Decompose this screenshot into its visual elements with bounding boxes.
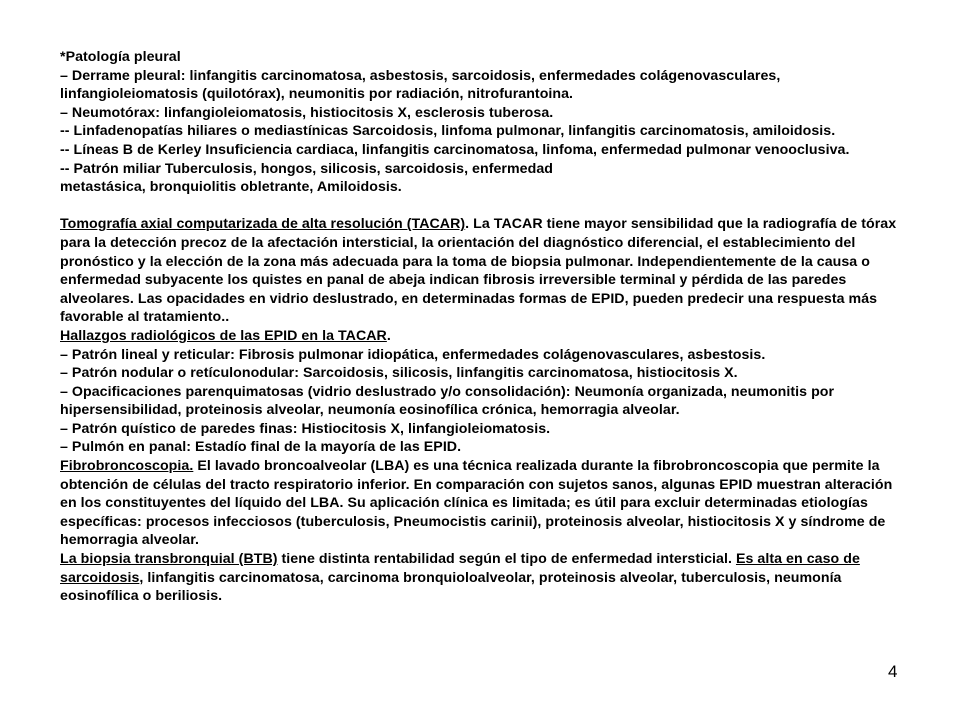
pulmon-panal-item: – Pulmón en panal: Estadío final de la mayoría de las EPID. xyxy=(60,439,462,456)
tacar-title: Tomografía axial computarizada de alta resolución (TACAR) xyxy=(60,216,466,233)
patron-miliar-item-line1: -- Patrón miliar Tuberculosis, hongos, silicosis, sarcoidosis, enfermedad xyxy=(60,160,553,177)
page-number: 4 xyxy=(888,662,898,681)
tacar-text: . La TACAR tiene mayor sensibilidad que la radiografía de tórax para la detección precoz de la afectación intersticial, la orientación del diagnóstico diferencial, el establecimiento del pronóstico y la elección de la zona más adecuada para la toma de biopsia pulmonar. Independientemente de la causa o enfermedad subyacente los quistes en panal de abeja indican fibrosis irreversible terminal y pérdida de las paredes alveolares. Las opacidades en vidrio deslustrado, en determinadas formas de EPID, pueden predecir una respuesta más favorable al tratamiento.. xyxy=(60,216,897,326)
hallazgos-title-suffix: . xyxy=(386,327,391,344)
fibrobroncoscopia-paragraph xyxy=(60,457,910,550)
derrame-pleural-item: – Derrame pleural: linfangitis carcinomatosa, asbestosis, sarcoidosis, enfermedades colágenovasculares, linfangioleiomatosis (quilotórax), neumonitis por radiación, nitrofurantoina. xyxy=(60,67,781,103)
patron-quistico-item: – Patrón quístico de paredes finas: Histiocitosis X, linfangioleiomatosis. xyxy=(60,420,551,437)
fibrobroncoscopia-text: El lavado broncoalveolar (LBA) es una técnica realizada durante la fibrobroncoscopia que permite la obtención de células del tracto respiratorio inferior. En comparación con sujetos sanos, algunas EPID muestran alteración en los constituyentes del líquido del LBA. Su aplicación clínica es limitada; es útil para excluir determinadas etiologías específicas: procesos infecciosos (tuberculosis, Pneumocistis carinii), proteinosis alveolar, histiocitosis X y síndrome de hemorragia alveolar. xyxy=(60,458,893,549)
patron-miliar-item-line2: metastásica, bronquiolitis obletrante, Amiloidosis. xyxy=(60,179,402,196)
opacificaciones-item: – Opacificaciones parenquimatosas (vidrio deslustrado y/o consolidación): Neumonía organizada, neumonitis por hipersensibilidad, proteinosis alveolar, neumonía eosinofílica crónica, hemorragia alveolar. xyxy=(60,383,835,419)
paragraph-gap xyxy=(60,197,910,216)
lineas-kerley-item: -- Líneas B de Kerley Insuficiencia cardiaca, linfangitis carcinomatosa, linfoma, enfermedad pulmonar venooclusiva. xyxy=(60,141,850,158)
pleural-heading: *Patología pleural xyxy=(60,49,181,65)
slide-text-body xyxy=(60,48,910,606)
btb-paragraph xyxy=(60,550,910,606)
fibrobroncoscopia-title: Fibrobroncoscopia. xyxy=(60,458,194,475)
neumotorax-item: – Neumotórax: linfangioleiomatosis, histiocitosis X, esclerosis tuberosa. xyxy=(60,104,554,121)
hallazgos-title: Hallazgos radiológicos de las EPID en la TACAR xyxy=(60,327,387,344)
btb-alta-title: Es alta en caso de sarcoidosis xyxy=(60,551,860,586)
btb-text: tiene distinta rentabilidad según el tipo de enfermedad intersticial. xyxy=(277,551,736,568)
patron-lineal-item: – Patrón lineal y reticular: Fibrosis pulmonar idiopática, enfermedades colágenovasculares, asbestosis. xyxy=(60,346,766,363)
patron-nodular-item: – Patrón nodular o retículonodular: Sarcoidosis, silicosis, linfangitis carcinomatosa, histiocitosis X. xyxy=(60,365,738,382)
btb-alta-text: , linfangitis carcinomatosa, carcinoma bronquioloalveolar, proteinosis alveolar, tuberculosis, neumonía eosinofílica o beriliosis. xyxy=(60,569,842,605)
btb-title: La biopsia transbronquial (BTB) xyxy=(60,551,278,568)
tacar-paragraph xyxy=(60,215,910,327)
hallazgos-heading xyxy=(60,327,910,346)
linfadenopatias-item: -- Linfadenopatías hiliares o mediastínicas Sarcoidosis, linfoma pulmonar, linfangitis carcinomatosis, amiloidosis. xyxy=(60,123,836,140)
